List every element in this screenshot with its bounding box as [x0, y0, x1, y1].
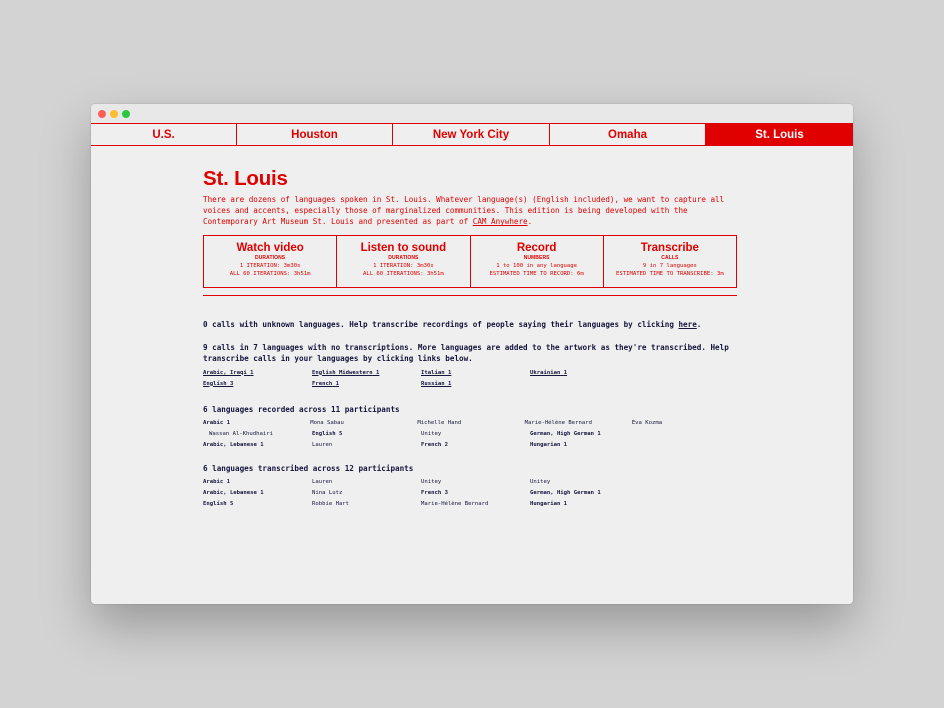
participant-name: Wassan Al-Khudhairi [209, 430, 273, 437]
browser-window [91, 104, 853, 604]
card-detail: ALL 60 ITERATIONS: 3h51m [362, 271, 444, 278]
list-row [203, 440, 739, 451]
participant-name: Unitey [530, 478, 551, 485]
language-entry: Arabic, Lebanese 1 [203, 441, 264, 448]
language-entry: Hungarian 1 [530, 441, 568, 448]
participant-name: Lauren [312, 478, 333, 485]
intro-text-fragment: Contemporary Art Museum St. Louis and presented as part of [203, 217, 473, 227]
language-entry: Hungarian 1 [530, 500, 568, 507]
card-detail: ESTIMATED TIME TO RECORD: 6m [489, 271, 584, 278]
list-row [203, 429, 739, 440]
list-row [203, 379, 739, 390]
tab-us[interactable]: U.S. [91, 124, 237, 145]
language-count: 3 [229, 380, 234, 387]
language-link[interactable] [203, 379, 312, 390]
title-bar [91, 104, 853, 123]
intro-line: voices and accents, especially those of marginalized communities. This edition is being developed with the [203, 206, 688, 216]
here-link[interactable]: here [678, 319, 697, 329]
tab-new-york-city[interactable]: New York City [393, 124, 550, 145]
language-name: English Midwestern [312, 369, 373, 376]
participant-name: Nina Lutz [312, 489, 343, 496]
recorded-list [203, 418, 739, 451]
language-name: French [312, 380, 333, 387]
untranscribed-languages-list [203, 368, 739, 390]
card-detail: 1 ITERATION: 3m30s [239, 262, 301, 269]
close-window-icon[interactable] [98, 110, 106, 118]
list-row [203, 477, 739, 488]
card-detail: ALL 60 ITERATIONS: 3h51m [229, 271, 311, 278]
language-name: Arabic, Iraqi [203, 369, 247, 376]
transcribed-list [203, 477, 739, 510]
language-count: 1 [376, 369, 380, 376]
language-count: 1 [447, 380, 452, 387]
card-subtitle: DURATIONS [254, 254, 286, 261]
card-subtitle: DURATIONS [388, 254, 419, 261]
intro-line: There are dozens of languages spoken in St. Louis. Whatever language(s) (English included), we want to capture all [203, 195, 725, 204]
participant-name: Marie-Hélène Bernard [524, 419, 592, 426]
participant-name: Michelle Hand [417, 419, 462, 426]
tab-houston[interactable]: Houston [237, 124, 393, 145]
participant-name: Unitey [421, 430, 442, 437]
paragraph-line: transcribe calls in your languages by clicking links below. [203, 354, 473, 364]
paragraph-line: 9 calls in 7 languages with no transcriptions. More languages are added to the artwork as they're transcribed. Help [203, 342, 729, 352]
transcribe-card[interactable] [604, 236, 736, 287]
card-title: Watch video [236, 241, 304, 254]
language-name: Italian [421, 369, 445, 376]
intro-text [203, 194, 739, 228]
list-row [203, 488, 739, 499]
language-entry: Arabic 1 [203, 419, 230, 426]
participant-name: Mona Sabau [310, 419, 344, 426]
language-entry: French 3 [421, 489, 448, 496]
card-title: Transcribe [640, 241, 699, 254]
page-title: St. Louis [203, 167, 288, 190]
unknown-suffix: . [696, 319, 702, 329]
language-entry: German, High German 1 [530, 430, 601, 437]
language-entry: Arabic, Lebanese 1 [203, 489, 264, 496]
language-link[interactable] [312, 379, 421, 390]
language-count: 1 [563, 369, 568, 376]
card-detail: 9 in 7 languages [642, 262, 697, 269]
language-name: Russian [421, 380, 445, 387]
participant-name: Lauren [312, 441, 333, 448]
language-entry: English 5 [203, 500, 234, 507]
unknown-text: 0 calls with unknown languages. Help transcribe recordings of people saying their languages by clicking [203, 319, 679, 329]
language-entry: English 5 [312, 430, 343, 437]
participant-name: Marie-Hélène Bernard [421, 500, 489, 507]
tab-omaha[interactable]: Omaha [550, 124, 706, 145]
card-title: Record [516, 241, 557, 254]
card-title: Listen to sound [360, 241, 447, 254]
language-name: Ukrainian [530, 369, 561, 376]
language-name: English [203, 380, 227, 387]
tab-st-louis[interactable]: St. Louis [706, 124, 853, 145]
main-content [203, 166, 739, 510]
card-subtitle: NUMBERS [523, 254, 550, 261]
maximize-window-icon[interactable] [122, 110, 130, 118]
no-transcriptions-text [203, 342, 739, 365]
card-subtitle: CALLS [661, 254, 679, 261]
language-count: 1 [335, 380, 339, 387]
participant-name: Robbie Hart [312, 500, 350, 507]
card-detail: 1 to 100 in any language [496, 262, 578, 269]
list-row [203, 418, 739, 429]
intro-text-fragment: . [527, 217, 533, 227]
recorded-heading: 6 languages recorded across 11 participants [203, 404, 400, 414]
watch-video-card[interactable] [204, 236, 337, 287]
language-entry: French 2 [421, 441, 448, 448]
language-entry: Arabic 1 [203, 478, 230, 485]
record-card[interactable] [471, 236, 604, 287]
participant-name: Eva Kozma [631, 419, 663, 426]
language-link[interactable] [312, 368, 421, 379]
transcribed-heading: 6 languages transcribed across 12 participants [203, 463, 414, 473]
section-divider [203, 295, 737, 296]
language-link[interactable] [421, 368, 530, 379]
language-link[interactable] [421, 379, 530, 390]
participant-name: Unitey [421, 478, 442, 485]
intro-line [203, 216, 739, 227]
card-detail: 1 ITERATION: 3m30s [373, 262, 434, 269]
list-row [203, 368, 739, 379]
action-cards [203, 235, 737, 288]
language-count: 1 [250, 369, 254, 376]
language-entry: German, High German 1 [530, 489, 601, 496]
listen-to-sound-card[interactable] [337, 236, 470, 287]
list-row [203, 499, 739, 510]
card-detail: ESTIMATED TIME TO TRANSCRIBE: 3m [615, 271, 724, 278]
minimize-window-icon[interactable] [110, 110, 118, 118]
language-count: 1 [447, 369, 452, 376]
city-tabs [91, 123, 853, 146]
language-link[interactable] [203, 368, 312, 379]
language-link[interactable] [530, 368, 639, 379]
unknown-languages-text [203, 319, 739, 330]
cam-anywhere-link[interactable]: CAM Anywhere [472, 217, 528, 227]
